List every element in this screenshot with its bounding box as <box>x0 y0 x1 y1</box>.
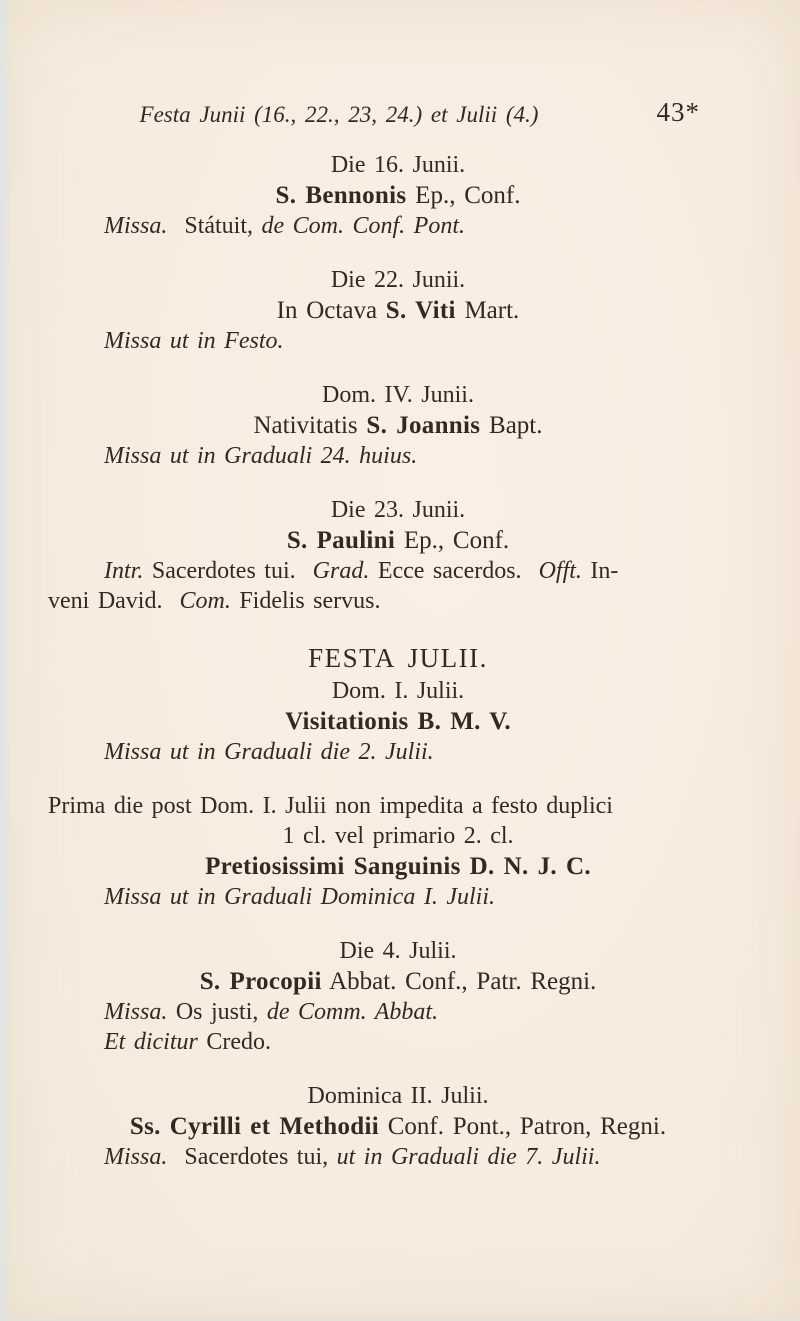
text-run: S. Procopii <box>199 968 322 995</box>
missa-line <box>48 997 748 1027</box>
date-heading <box>48 150 748 180</box>
text-run: Nativitatis <box>253 412 367 439</box>
page-left-edge-shadow <box>0 0 13 1321</box>
missa-line <box>48 1027 748 1057</box>
text-run: Missa. <box>104 999 168 1025</box>
text-run: Missa ut in Graduali die 2. Julii. <box>104 739 434 765</box>
running-header-title: Festa Junii (16., 22., 23, 24.) et Julii (4.) <box>139 102 539 127</box>
date-heading <box>48 1081 748 1111</box>
text-run: Visitationis B. M. V. <box>285 708 511 735</box>
text-run: Mart. <box>455 297 520 324</box>
text-run: Sacerdotes tui, <box>167 1144 337 1170</box>
rubric-line <box>48 791 748 821</box>
section <box>48 936 748 1057</box>
date-heading <box>48 380 748 410</box>
section <box>48 640 748 767</box>
text-run: de Com. Conf. Pont. <box>261 213 466 239</box>
sections-container <box>48 150 748 1172</box>
text-run: veni David. <box>48 588 180 614</box>
text-run: Intr. <box>104 558 144 584</box>
date-heading <box>48 936 748 966</box>
date-heading <box>48 265 748 295</box>
text-run: Fidelis servus. <box>230 588 381 614</box>
feast-title <box>48 180 748 211</box>
feast-title <box>48 1111 748 1142</box>
text-run: Abbat. Conf., Patr. Regni. <box>321 968 597 995</box>
text-run: Ep., Conf. <box>406 182 521 209</box>
text-run: In Octava <box>276 297 386 324</box>
text-run: Missa ut in Graduali Dominica I. Julii. <box>104 884 495 910</box>
text-run: Die 16. Junii. <box>330 152 466 178</box>
section <box>48 791 748 912</box>
text-run: S. Paulini <box>286 527 396 554</box>
page-number: 43* <box>656 97 700 127</box>
section <box>48 1081 748 1172</box>
text-run: Pretiosissimi Sanguinis D. N. J. C. <box>205 853 591 880</box>
text-run: Die 4. Julii. <box>339 938 457 964</box>
text-run: Offt. <box>538 558 582 584</box>
section <box>48 265 748 356</box>
missa-line <box>48 737 748 767</box>
text-run: Ss. Cyrilli et Methodii <box>129 1113 379 1140</box>
missa-line <box>48 326 748 356</box>
text-run: Et dicitur <box>104 1029 198 1055</box>
section <box>48 495 748 616</box>
text-run: Missa ut in Festo. <box>104 328 284 354</box>
date-heading <box>48 676 748 706</box>
missa-line <box>48 556 748 586</box>
text-run: Bapt. <box>480 412 543 439</box>
text-run: ut in Graduali die 7. Julii. <box>336 1144 601 1170</box>
text-run: S. Viti <box>385 297 456 324</box>
text-run: S. Bennonis <box>275 182 407 209</box>
text-run: de Comm. Abbat. <box>266 999 439 1025</box>
text-run: Ecce sacerdos. <box>369 558 539 584</box>
feast-title <box>48 295 748 326</box>
text-run: Sacerdotes tui. <box>143 558 313 584</box>
running-header <box>48 97 748 128</box>
month-title <box>48 640 748 676</box>
feast-title <box>48 851 748 882</box>
text-run: FESTA JULII. <box>308 643 488 673</box>
text-run: 1 cl. vel primario 2. cl. <box>282 823 514 849</box>
page-bottom-edge-shadow <box>0 1313 800 1321</box>
continuation-line <box>48 586 748 616</box>
missa-line <box>48 1142 748 1172</box>
text-run: Conf. Pont., Patron, Regni. <box>379 1113 667 1140</box>
text-run: Grad. <box>312 558 370 584</box>
text-run: Ep., Conf. <box>395 527 510 554</box>
text-run: Credo. <box>197 1029 271 1055</box>
missa-line <box>48 211 748 241</box>
feast-title <box>48 525 748 556</box>
page-content <box>48 0 748 1172</box>
text-run: Prima die post Dom. I. Julii non impedita a festo duplici <box>48 793 613 819</box>
section <box>48 150 748 241</box>
feast-title <box>48 706 748 737</box>
text-run: Die 22. Junii. <box>330 267 466 293</box>
feast-title <box>48 966 748 997</box>
text-run: Missa ut in Graduali 24. huius. <box>104 443 418 469</box>
text-run: Dom. I. Julii. <box>331 678 465 704</box>
missa-line <box>48 882 748 912</box>
text-run: Com. <box>179 588 231 614</box>
text-run: S. Joannis <box>366 412 481 439</box>
section <box>48 380 748 471</box>
text-run: Dominica II. Julii. <box>307 1083 489 1109</box>
text-run: Os justi, <box>167 999 267 1025</box>
text-run: Dom. IV. Junii. <box>322 382 474 408</box>
text-run: In- <box>581 558 619 584</box>
text-run: Missa. <box>104 1144 168 1170</box>
date-heading <box>48 495 748 525</box>
text-run: Státuit, <box>167 213 262 239</box>
rubric-line <box>48 821 748 851</box>
feast-title <box>48 410 748 441</box>
text-run: Missa. <box>104 213 168 239</box>
missa-line <box>48 441 748 471</box>
text-run: Die 23. Junii. <box>330 497 466 523</box>
